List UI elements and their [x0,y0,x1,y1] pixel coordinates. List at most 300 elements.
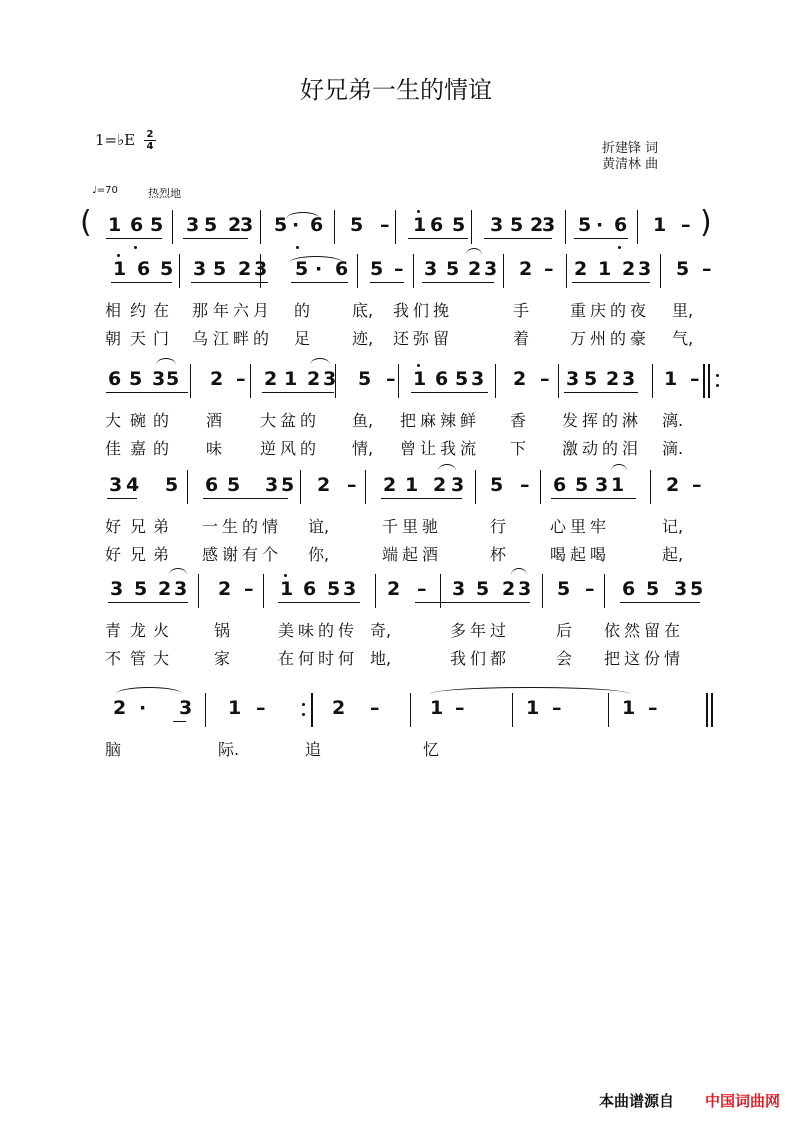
repeat-dot [716,384,719,387]
lyric-verse-1: 相 [105,301,122,320]
beam-underline [291,282,348,283]
lyric-verse-1: 的 [242,517,259,536]
lyric-verse-2: 让 [420,439,437,458]
lyric-verse-2: 风 [280,439,297,458]
note: – [520,474,530,496]
note: 5 [227,474,241,496]
note: 1 [405,474,419,496]
lyric-verse-1: 记, [662,517,684,536]
beam-underline [106,238,140,239]
lyric-verse-2: 的 [602,439,619,458]
lyric-verse-2: 喝 [550,545,567,564]
note: 5 [166,368,180,390]
note: 3 [265,474,279,496]
note: – [702,258,712,280]
tie-slur [169,568,187,575]
lyric-verse-2: 你, [308,545,330,564]
note: 6 [205,474,219,496]
lyric-verse-2: 地, [370,649,392,668]
note: 3 [323,368,337,390]
beam-underline [111,282,172,283]
barline [334,210,335,244]
lyric-verse-1: 心 [550,517,567,536]
barline [250,364,251,398]
low-octave-dot [134,246,137,249]
lyric-verse-2: 味 [206,439,223,458]
note: 3 [240,214,254,236]
score-row [0,258,792,348]
barline [365,470,366,504]
note: 5 [213,258,227,280]
barline [205,693,206,727]
low-octave-dot [618,246,621,249]
lyric-verse-2: 喝 [590,545,607,564]
lyric-verse-2: 份 [644,649,661,668]
note: 1 [622,697,636,719]
lyric-verse-2: 州 [590,329,607,348]
lyric-verse-1: 香 [510,411,527,430]
lyric-verse-2: 在 [278,649,295,668]
lyric-verse-1: 后 [556,621,573,640]
parenthesis: ( [80,205,92,240]
tie-slur [438,464,456,471]
lyric-verse-2: 好 [105,545,122,564]
tie-slur [511,568,527,575]
note: 5 [204,214,218,236]
note: 2 [519,258,533,280]
lyric-verse-1: 的 [300,411,317,430]
note: 5 [358,368,372,390]
lyric-verse-2: 们 [470,649,487,668]
note: 5 [150,214,164,236]
lyric-verse-2: 迹, [352,329,374,348]
beam-underline [484,238,552,239]
note: 3 [622,368,636,390]
barline [410,693,411,727]
lyric-verse-2: 个 [262,545,279,564]
lyric-verse-1: 依 [604,621,621,640]
note: – [394,258,404,280]
tie-slur [286,212,320,219]
lyric-verse-1: 青 [105,621,122,640]
lyric-verse-2: 弥 [413,329,430,348]
note: 5 [350,214,364,236]
barline [263,574,264,608]
note: – [648,697,658,719]
note: 2 [210,368,224,390]
beam-underline [278,602,313,603]
beam-underline [183,238,248,239]
repeat-dot [302,713,305,716]
lyric-verse-1: 大 [105,411,122,430]
note: – [256,697,266,719]
lyric-verse-1: 情 [262,517,279,536]
note: – [244,578,254,600]
lyric-verse-2: 都 [490,649,507,668]
lyric-verse-1: 里 [402,517,419,536]
barline [660,254,661,288]
lyric-verse-2: 情, [352,439,374,458]
beam-underline [551,498,636,499]
note: 6 [310,214,324,236]
lyric-verse-2: 激 [562,439,579,458]
barline [357,254,358,288]
key-signature: 1=♭E [95,131,136,149]
footer-source: 本曲谱源自 [598,1092,674,1110]
score-row [0,474,792,564]
note: 2 [218,578,232,600]
note: – [370,697,380,719]
note: – [544,258,554,280]
note: 1 [413,368,427,390]
beam-underline [620,602,700,603]
lyric-verse-2: 的 [300,439,317,458]
low-octave-dot [296,246,299,249]
note: 2 [502,578,516,600]
note: – [585,578,595,600]
lyric-verse-1: 谊, [308,517,330,536]
note: 6 [622,578,636,600]
note: 6 [553,474,567,496]
note: 3 [566,368,580,390]
lyric-verse-2: 泪 [622,439,639,458]
beam-underline [191,282,268,283]
double-barline [311,693,313,727]
note: 5 [274,214,288,236]
note: 1 [653,214,667,236]
note: – [552,697,562,719]
note: 5 [129,368,143,390]
lyric-verse-1: 兄 [130,517,147,536]
note: 2 [666,474,680,496]
note: 5 [327,578,341,600]
note: 2 [383,474,397,496]
note: 2 [433,474,447,496]
parenthesis: ) [700,205,712,240]
note: 5 [452,214,466,236]
note: 6 [108,368,122,390]
page-title: 好兄弟一生的情谊 [300,76,492,104]
beam-underline [262,392,334,393]
lyric-verse-2: 气, [672,329,694,348]
lyric-verse-1: 在 [664,621,681,640]
lyric-verse-2: 门 [153,329,170,348]
beam-underline [107,498,137,499]
lyric-verse-1: 多 [450,621,467,640]
lyric-verse-2: 会 [556,649,573,668]
note: 5 [134,578,148,600]
expression-marking: 热烈地 [148,187,181,200]
lyric-verse-2: 佳 [105,439,122,458]
lyric-verse-1: 鱼, [352,411,374,430]
note: 3 [518,578,532,600]
barline [650,470,651,504]
note: 2 [307,368,321,390]
beam-underline [422,282,494,283]
beam-underline [572,282,650,283]
lyric-verse-1: 里 [570,517,587,536]
lyric-verse-2: 我 [450,649,467,668]
barline [652,364,653,398]
note: 1 [611,474,625,496]
note: 4 [126,474,140,496]
note: 5 [446,258,460,280]
note: 1 [280,578,294,600]
meter-top: 2 [146,129,154,140]
high-octave-dot [417,364,420,367]
note: 5 [676,258,690,280]
lyric-verse-2: 何 [298,649,315,668]
lyric-verse-2: 何 [338,649,355,668]
note: – [386,368,396,390]
lyric-verse-2: 留 [433,329,450,348]
note: 5 [295,258,309,280]
note: 5 [510,214,524,236]
high-octave-dot [117,254,120,257]
lyric-verse-1: 挽 [433,301,450,320]
lyric-verse-1: 味 [298,621,315,640]
lyric-verse-2: 起, [662,545,684,564]
note: · [596,214,604,236]
score-row [0,697,792,769]
barline [512,693,513,727]
note: 3 [109,474,123,496]
lyric-verse-1: 里, [672,301,694,320]
lyric-verse-1: 龙 [130,621,147,640]
lyric-verse-1: 鲜 [460,411,477,430]
note: 2 [317,474,331,496]
note: 6 [335,258,349,280]
barline [395,210,396,244]
note: 3 [542,214,556,236]
lyric-verse-2: 起 [570,545,587,564]
lyric-verse-2: 大 [153,649,170,668]
lyric-verse-2: 曾 [400,439,417,458]
tie-slur [310,358,330,365]
tempo-marking: ♩=70 [92,185,118,196]
beam-underline [564,392,638,393]
lyric-verse-1: 酒 [206,411,223,430]
note: 2 [387,578,401,600]
lyric-verse-1: 传 [338,621,355,640]
note: 3 [186,214,200,236]
high-octave-dot [417,210,420,213]
repeat-dot [716,374,719,377]
lyric-verse-2: 我 [440,439,457,458]
lyric-verse-1: 火 [153,621,170,640]
lyric-verse-2: 家 [214,649,231,668]
lyric-verse-1: 约 [130,301,147,320]
lyric-verse-2: 感 [202,545,219,564]
note: – [540,368,550,390]
note: 2 [468,258,482,280]
lyric-verse-1: 盆 [280,411,297,430]
barline [637,210,638,244]
lyric-verse-1: 月 [253,301,270,320]
note: 5 [370,258,384,280]
note: 5 [575,474,589,496]
barline [471,210,472,244]
note: 1 [598,258,612,280]
lyric-verse-1: 淋 [622,411,639,430]
lyric-verse-2: 管 [130,649,147,668]
note: 6 [303,578,317,600]
lyric-verse-1: 六 [233,301,250,320]
lyric-verse-1: 的 [153,411,170,430]
lyric-verse-2: 弟 [153,545,170,564]
barline [260,210,261,244]
lyric-verse-1: 美 [278,621,295,640]
lyric-verse-1: 在 [153,301,170,320]
beam-underline [464,392,488,393]
lyric-verse-2: 动 [582,439,599,458]
double-barline [708,364,710,398]
note: 5 [646,578,660,600]
lyric-verse-2: 江 [213,329,230,348]
note: 2 [113,697,127,719]
lyric-verse-1: 庆 [590,301,607,320]
note: 2 [238,258,252,280]
tie-slur [116,687,182,694]
lyric-verse-2: 酒 [422,545,439,564]
tie-slur [156,358,176,365]
note: 5 [690,578,704,600]
barline [608,693,609,727]
lyric-verse-2: 足 [294,329,311,348]
note: 2 [228,214,242,236]
lyric-verse-1: 的 [602,411,619,430]
barline [187,470,188,504]
beam-underline [381,498,462,499]
beam-underline [108,602,144,603]
lyric-verse-2: 天 [130,329,147,348]
beam-underline [408,238,442,239]
lyric-verse-2: 的 [153,439,170,458]
lyric-verse-1: 脑 [105,740,122,759]
note: 1 [413,214,427,236]
lyric-verse-2: 时 [318,649,335,668]
lyric-verse-1: 的 [294,301,311,320]
note: 3 [471,368,485,390]
lyric-verse-2: 这 [624,649,641,668]
lyric-verse-1: 碗 [130,411,147,430]
barline [398,364,399,398]
barline [558,364,559,398]
note: 6 [130,214,144,236]
note: 2 [332,697,346,719]
lyric-verse-2: 下 [510,439,527,458]
barline [179,254,180,288]
lyric-verse-2: 兄 [130,545,147,564]
barline [190,364,191,398]
note: · [292,214,300,236]
note: 6 [435,368,449,390]
note: 2 [158,578,172,600]
lyric-verse-2: 的 [253,329,270,348]
note: · [139,697,147,719]
lyric-verse-2: 还 [393,329,410,348]
note: 1 [664,368,678,390]
note: 2 [574,258,588,280]
beam-underline [415,602,444,603]
score-row [0,578,792,668]
note: 3 [490,214,504,236]
note: 5 [165,474,179,496]
note: 1 [526,697,540,719]
beam-underline [106,392,140,393]
note: 1 [430,697,444,719]
barline [565,210,566,244]
beam-underline [574,238,628,239]
lyric-verse-1: 辣 [440,411,457,430]
note: 2 [606,368,620,390]
note: 5 [455,368,469,390]
beam-underline [173,721,186,722]
barline [475,470,476,504]
lyric-verse-1: 夜 [630,301,647,320]
lyric-verse-2: 端 [382,545,399,564]
lyric-verse-1: 手 [513,301,530,320]
barline [540,470,541,504]
note: 3 [638,258,652,280]
barline [604,574,605,608]
note: 2 [513,368,527,390]
lyric-verse-2: 逆 [260,439,277,458]
note: · [315,258,323,280]
beam-underline [370,282,404,283]
lyric-verse-1: 留 [644,621,661,640]
note: – [690,368,700,390]
note: 6 [430,214,444,236]
note: – [681,214,691,236]
lyric-verse-1: 年 [470,621,487,640]
note: 3 [152,368,166,390]
lyric-verse-2: 嘉 [130,439,147,458]
barline [375,574,376,608]
note: 2 [264,368,278,390]
note: 3 [179,697,193,719]
barline [495,364,496,398]
lyric-verse-1: 的 [610,301,627,320]
lyric-verse-1: 漓. [662,411,684,430]
note: 1 [113,258,127,280]
lyric-verse-2: 畔 [233,329,250,348]
lyric-verse-1: 好 [105,517,122,536]
note: 3 [110,578,124,600]
lyric-verse-1: 驰 [422,517,439,536]
lyric-verse-2: 把 [604,649,621,668]
note: 1 [284,368,298,390]
lyric-verse-2: 的 [610,329,627,348]
note: 5 [584,368,598,390]
lyric-verse-2: 起 [402,545,419,564]
lyric-verse-1: 行 [490,517,507,536]
tie-slur [611,464,627,471]
lyric-verse-2: 情 [664,649,681,668]
barline [300,470,301,504]
note: 3 [343,578,357,600]
meter-bottom: 4 [146,141,154,152]
double-barline [706,693,708,727]
footer-site-link[interactable]: 中国词曲网 [704,1092,780,1110]
lyric-verse-2: 豪 [630,329,647,348]
note: – [236,368,246,390]
lyric-verse-1: 我 [393,301,410,320]
beam-underline [203,498,288,499]
lyric-verse-2: 流 [460,439,477,458]
note: 3 [254,258,268,280]
lyric-verse-1: 大 [260,411,277,430]
